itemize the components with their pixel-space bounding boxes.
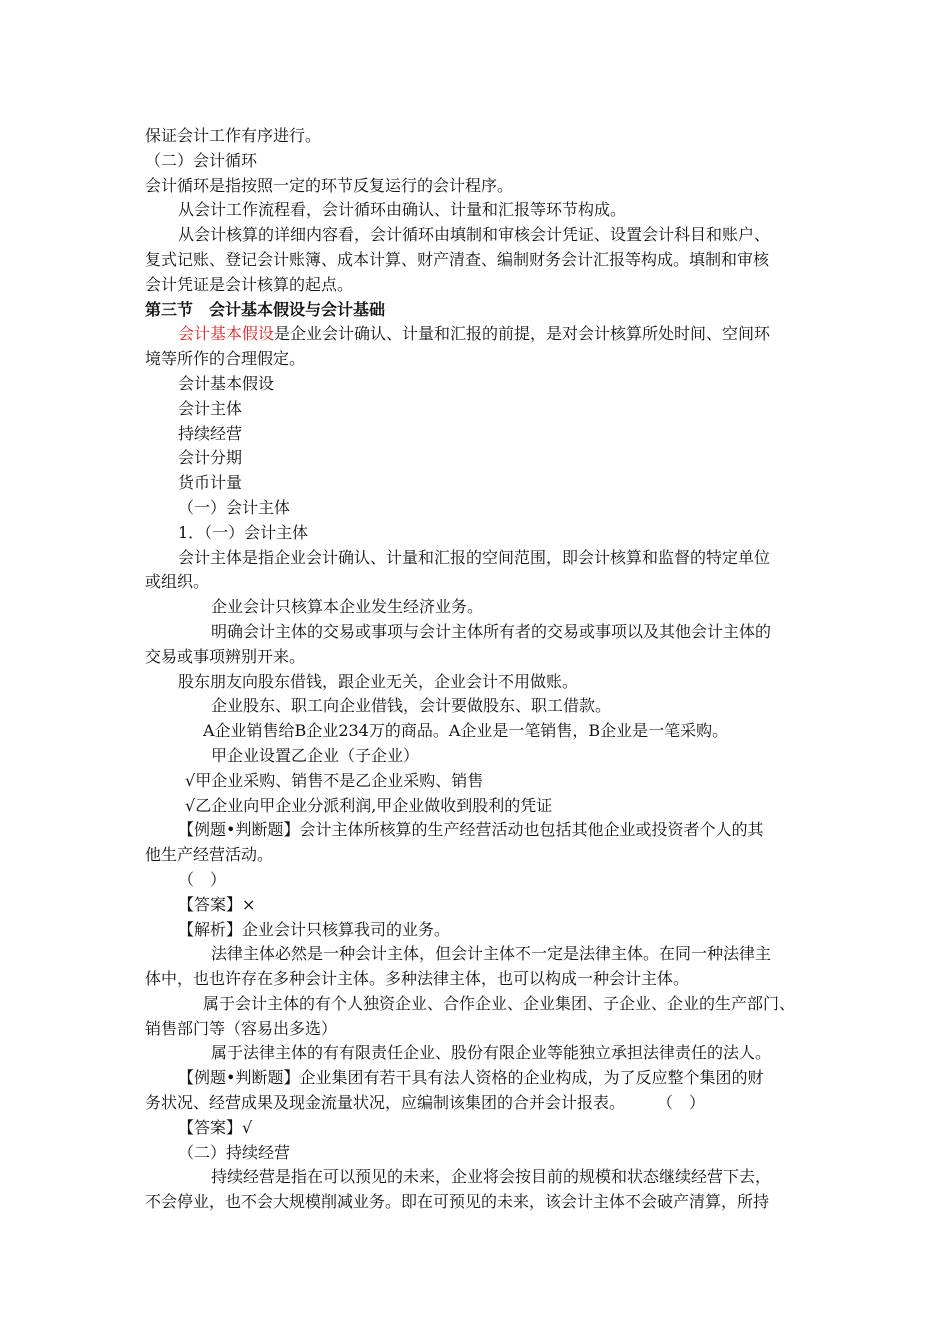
- text-line: 股东朋友向股东借钱，跟企业无关，企业会计不用做账。: [178, 671, 579, 691]
- text-line: 会计凭证是会计核算的起点。: [145, 274, 354, 294]
- text-line: 他生产经营活动。: [145, 845, 274, 865]
- text-line: 【例题•判断题】企业集团有若干具有法人资格的企业构成，为了反应整个集团的财: [178, 1068, 764, 1088]
- text-line: 持续经营: [178, 423, 243, 443]
- text-line: 属于法律主体的有有限责任企业、股份有限企业等能独立承担法律责任的法人。: [211, 1043, 772, 1063]
- text-line: 务状况、经营成果及现金流量状况，应编制该集团的合并会计报表。 （ ）: [145, 1093, 706, 1113]
- text-line: 法律主体必然是一种会计主体，但会计主体不一定是法律主体。在同一种法律主: [211, 944, 772, 964]
- text-line: 销售部门等（容易出多选）: [145, 1018, 338, 1038]
- text-line: 会计主体: [178, 398, 243, 418]
- text-line: 境等所作的合理假定。: [145, 349, 306, 369]
- text-line: 企业会计只核算本企业发生经济业务。: [211, 597, 484, 617]
- text-line: 或组织。: [145, 572, 210, 592]
- text-line: 企业股东、职工向企业借钱，会计要做股东、职工借款。: [211, 696, 612, 716]
- text-line: 会计主体是指企业会计确认、计量和汇报的空间范围，即会计核算和监督的特定单位: [178, 547, 771, 567]
- text-line: √甲企业采购、销售不是乙企业采购、销售: [185, 770, 484, 790]
- text-line: √乙企业向甲企业分派利润,甲企业做收到股利的凭证: [185, 795, 553, 815]
- text-line: （一）会计主体: [178, 497, 291, 517]
- text-line: 持续经营是指在可以预见的未来，企业将会按目前的规模和状态继续经营下去，: [211, 1167, 772, 1187]
- text-line: [145, 322, 809, 347]
- text-line: 【例题•判断题】会计主体所核算的生产经营活动也包括其他企业或投资者个人的其: [178, 820, 764, 840]
- text-line: （二）会计循环: [145, 150, 258, 170]
- text-line: 属于会计主体的有个人独资企业、合作企业、企业集团、子企业、企业的生产部门、: [203, 993, 796, 1013]
- text-line: （ ）: [178, 869, 227, 889]
- text-line: 【答案】×: [178, 894, 256, 914]
- text-line: 会计循环是指按照一定的环节反复运行的会计程序。: [145, 175, 514, 195]
- highlighted-term: 会计基本假设: [178, 324, 275, 344]
- text-line: 体中，也也许存在多种会计主体。多种法律主体，也可以构成一种会计主体。: [145, 969, 690, 989]
- text-line: 会计分期: [178, 448, 243, 468]
- text-line: 【答案】√: [178, 1117, 253, 1137]
- text-line: （二）持续经营: [178, 1142, 291, 1162]
- text-line: 保证会计工作有序进行。: [145, 126, 322, 145]
- text-line: 复式记账、登记会计账簿、成本计算、财产清查、编制财务会计汇报等构成。填制和审核: [145, 249, 770, 269]
- text-line: 1．（一）会计主体: [178, 522, 309, 542]
- text-line: 货币计量: [178, 473, 243, 493]
- text-line: 交易或事项辨别开来。: [145, 646, 306, 666]
- text-line: 不会停业，也不会大规模削减业务。即在可预见的未来，该会计主体不会破产清算，所持: [145, 1192, 770, 1212]
- text-line: 【解析】企业会计只核算我司的业务。: [178, 919, 451, 939]
- text-line: A企业销售给B企业234万的商品。A企业是一笔销售，B企业是一笔采购。: [203, 721, 729, 741]
- text-run: 是企业会计确认、计量和汇报的前提，是对会计核算所处时间、空间环: [274, 324, 771, 344]
- text-line: 从会计工作流程看，会计循环由确认、计量和汇报等环节构成。: [178, 200, 627, 220]
- text-line: 从会计核算的详细内容看，会计循环由填制和审核会计凭证、设置会计科目和账户、: [178, 225, 771, 245]
- text-line: 会计基本假设: [178, 373, 275, 393]
- document-body: [145, 124, 809, 1215]
- text-line: 甲企业设置乙企业（子企业）: [211, 745, 420, 765]
- text-line: 明确会计主体的交易或事项与会计主体所有者的交易或事项以及其他会计主体的: [211, 621, 772, 641]
- section-heading: 第三节 会计基本假设与会计基础: [145, 299, 386, 319]
